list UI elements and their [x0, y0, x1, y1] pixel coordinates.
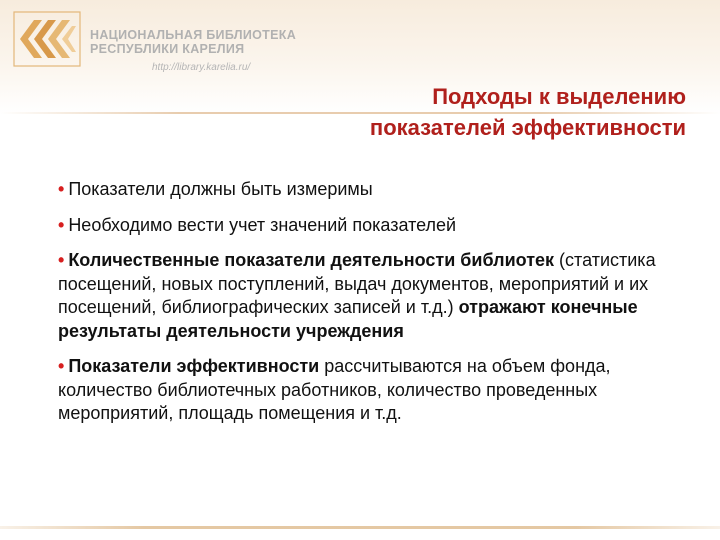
bullet-item	[58, 249, 698, 343]
bullet-bold-text: отражают конечные результаты деятельности учреждения	[58, 297, 638, 341]
bullet-list	[58, 178, 698, 438]
bullet-item	[58, 355, 698, 426]
bullet-dot-icon: •	[58, 250, 65, 270]
library-logo-icon	[12, 10, 82, 68]
bullet-dot-icon: •	[58, 179, 65, 199]
bullet-text: Показатели должны быть измеримы	[68, 179, 373, 199]
slide-title-line1: Подходы к выделению	[432, 84, 686, 109]
bullet-bold-text: Количественные показатели деятельности библиотек	[68, 250, 555, 270]
bullet-dot-icon: •	[58, 356, 65, 376]
library-name	[90, 28, 296, 56]
slide-title-line2: показателей эффективности	[369, 115, 686, 140]
bullet-item	[58, 214, 698, 238]
library-name-line2: РЕСПУБЛИКИ КАРЕЛИЯ	[90, 42, 245, 56]
footer-divider	[0, 526, 720, 529]
bullet-item	[58, 178, 698, 202]
bullet-dot-icon: •	[58, 214, 65, 235]
library-url: http://library.karelia.ru/	[152, 62, 251, 73]
bullet-text: Необходимо вести учет значений показателей	[68, 214, 457, 235]
library-name-line1: НАЦИОНАЛЬНАЯ БИБЛИОТЕКА	[90, 28, 297, 42]
bullet-text: рассчитываются на объем фонда, количество библиотечных работников, количество проведенных мероприятий, площадь помещения и т.д.	[58, 356, 611, 423]
bullet-bold-text: Показатели эффективности	[68, 356, 320, 376]
slide-title	[246, 81, 686, 143]
bullet-text: (статистика посещений, новых поступлений, выдач документов, мероприятий и их посещений, библиографических записей и т.д.)	[58, 250, 656, 317]
